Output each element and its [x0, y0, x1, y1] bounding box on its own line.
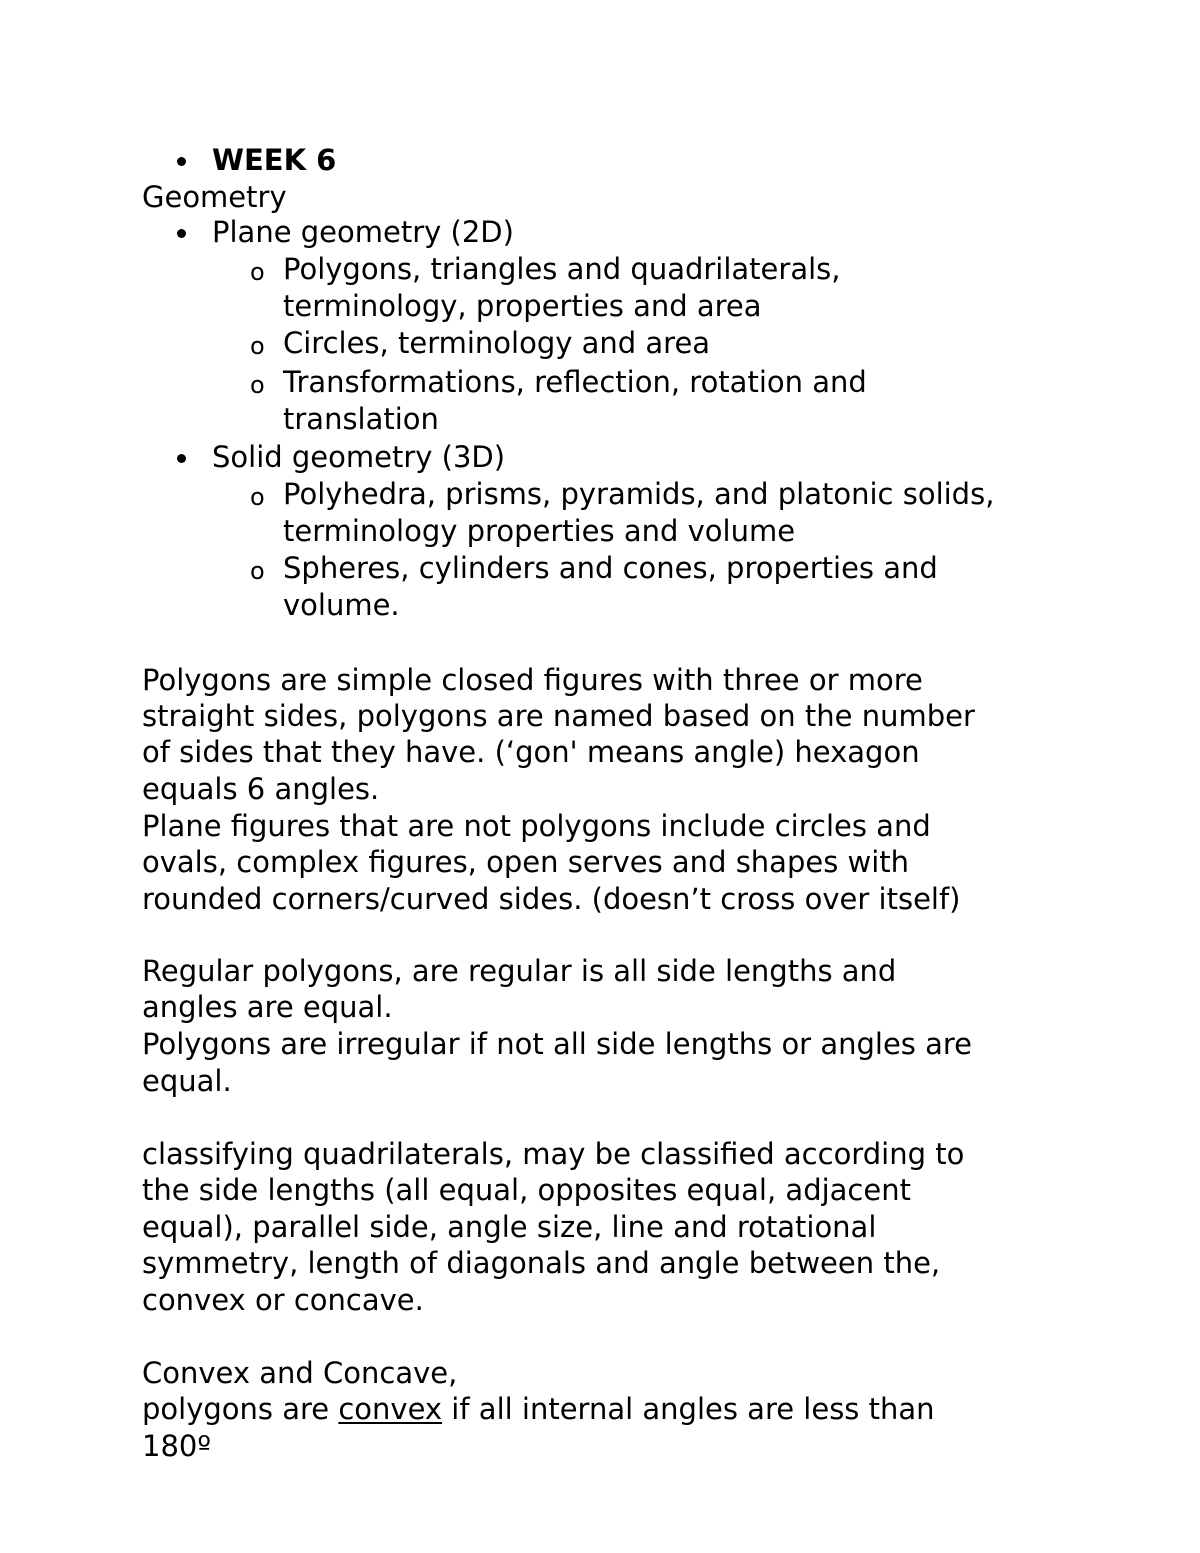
- paragraph-line: Plane figures that are not polygons include circles and: [142, 809, 931, 843]
- sub-bullet-icon: o: [250, 332, 265, 360]
- paragraph-line: of sides that they have. (‘gon' means angle) hexagon: [142, 735, 920, 769]
- bullet-icon: [177, 157, 186, 166]
- transformations-subitem: Transformations, reflection, rotation and: [283, 365, 867, 399]
- sub-bullet-icon: o: [250, 371, 265, 399]
- paragraph-line: equal), parallel side, angle size, line and rotational: [142, 1210, 877, 1244]
- polygons-subitem-cont: terminology, properties and area: [283, 289, 762, 323]
- paragraph-line: angles are equal.: [142, 990, 393, 1024]
- subject-heading: Geometry: [142, 180, 287, 214]
- convex-heading: Convex and Concave,: [142, 1356, 458, 1390]
- convex-line-before: polygons are: [142, 1392, 339, 1426]
- paragraph-line: symmetry, length of diagonals and angle between the,: [142, 1246, 941, 1280]
- bullet-icon: [177, 454, 186, 463]
- spheres-subitem-cont: volume.: [283, 588, 400, 622]
- paragraph-line: rounded corners/curved sides. (doesn’t cross over itself): [142, 882, 961, 916]
- spheres-subitem: Spheres, cylinders and cones, properties and: [283, 551, 938, 585]
- paragraph-line: classifying quadrilaterals, may be classified according to: [142, 1137, 965, 1171]
- week-heading: WEEK 6: [212, 143, 337, 177]
- paragraph-line: Regular polygons, are regular is all side lengths and: [142, 954, 897, 988]
- convex-term: convex: [338, 1392, 443, 1426]
- paragraph-line: equal.: [142, 1064, 232, 1098]
- polyhedra-subitem: Polyhedra, prisms, pyramids, and platonic solids,: [283, 477, 995, 511]
- polyhedra-subitem-cont: terminology properties and volume: [283, 514, 796, 548]
- paragraph-line: the side lengths (all equal, opposites equal, adjacent: [142, 1173, 911, 1207]
- convex-line-after: if all internal angles are less than: [442, 1392, 935, 1426]
- convex-line-end: 180º: [142, 1429, 212, 1463]
- plane-geometry-item: Plane geometry (2D): [212, 215, 514, 249]
- paragraph-line: Polygons are simple closed figures with three or more: [142, 663, 923, 697]
- sub-bullet-icon: o: [250, 258, 265, 286]
- sub-bullet-icon: o: [250, 557, 265, 585]
- paragraph-line: ovals, complex figures, open serves and shapes with: [142, 845, 910, 879]
- transformations-subitem-cont: translation: [283, 402, 439, 436]
- convex-line: [142, 1391, 935, 1428]
- sub-bullet-icon: o: [250, 483, 265, 511]
- polygons-subitem: Polygons, triangles and quadrilaterals,: [283, 252, 841, 286]
- paragraph-line: convex or concave.: [142, 1283, 424, 1317]
- paragraph-line: straight sides, polygons are named based on the number: [142, 699, 975, 733]
- circles-subitem: Circles, terminology and area: [283, 326, 711, 360]
- solid-geometry-item: Solid geometry (3D): [212, 440, 506, 474]
- bullet-icon: [177, 229, 186, 238]
- paragraph-line: Polygons are irregular if not all side lengths or angles are: [142, 1027, 973, 1061]
- paragraph-line: equals 6 angles.: [142, 772, 380, 806]
